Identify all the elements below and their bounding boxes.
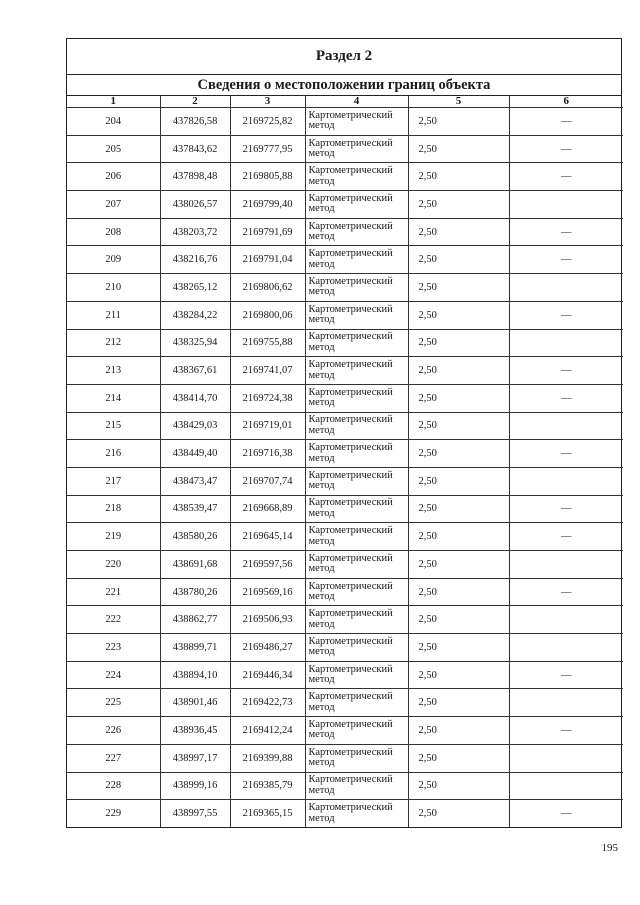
column-header: 1 [67,96,160,108]
table-row [67,744,623,772]
x-coordinate-cell: 438026,57 [160,191,230,219]
table-row [67,467,623,495]
table-row [67,191,623,219]
page-number: 195 [601,842,618,854]
accuracy-cell: 2,50 [408,634,509,662]
description-cell: — [509,135,623,163]
table-row [67,412,623,440]
method-cell: Картометрический метод [305,246,408,274]
document-sheet [66,38,622,828]
accuracy-cell: 2,50 [408,495,509,523]
column-header: 4 [305,96,408,108]
table-row [67,274,623,302]
table-row [67,689,623,717]
point-number-cell: 211 [67,301,160,329]
description-cell: — [509,246,623,274]
y-coordinate-cell: 2169385,79 [230,772,305,800]
y-coordinate-cell: 2169569,16 [230,578,305,606]
point-number-cell: 223 [67,634,160,662]
y-coordinate-cell: 2169725,82 [230,108,305,136]
accuracy-cell: 2,50 [408,717,509,745]
y-coordinate-cell: 2169486,27 [230,634,305,662]
table-row [67,108,623,136]
y-coordinate-cell: 2169399,88 [230,744,305,772]
description-cell [509,772,623,800]
description-cell [509,744,623,772]
accuracy-cell: 2,50 [408,108,509,136]
x-coordinate-cell: 438780,26 [160,578,230,606]
method-cell: Картометрический метод [305,772,408,800]
accuracy-cell: 2,50 [408,772,509,800]
y-coordinate-cell: 2169724,38 [230,384,305,412]
point-number-cell: 208 [67,218,160,246]
description-cell [509,689,623,717]
y-coordinate-cell: 2169707,74 [230,467,305,495]
point-number-cell: 206 [67,163,160,191]
x-coordinate-cell: 437826,58 [160,108,230,136]
description-cell [509,467,623,495]
method-cell: Картометрический метод [305,661,408,689]
accuracy-cell: 2,50 [408,274,509,302]
y-coordinate-cell: 2169719,01 [230,412,305,440]
method-cell: Картометрический метод [305,495,408,523]
point-number-cell: 228 [67,772,160,800]
accuracy-cell: 2,50 [408,689,509,717]
method-cell: Картометрический метод [305,108,408,136]
method-cell: Картометрический метод [305,384,408,412]
x-coordinate-cell: 438997,55 [160,800,230,827]
description-cell [509,412,623,440]
x-coordinate-cell: 437898,48 [160,163,230,191]
boundary-points-table [67,96,623,827]
y-coordinate-cell: 2169791,04 [230,246,305,274]
method-cell: Картометрический метод [305,163,408,191]
description-cell: — [509,440,623,468]
x-coordinate-cell: 438899,71 [160,634,230,662]
accuracy-cell: 2,50 [408,606,509,634]
description-cell: — [509,301,623,329]
point-number-cell: 219 [67,523,160,551]
y-coordinate-cell: 2169506,93 [230,606,305,634]
column-header: 2 [160,96,230,108]
point-number-cell: 224 [67,661,160,689]
point-number-cell: 209 [67,246,160,274]
table-row [67,606,623,634]
x-coordinate-cell: 437843,62 [160,135,230,163]
y-coordinate-cell: 2169777,95 [230,135,305,163]
x-coordinate-cell: 438539,47 [160,495,230,523]
y-coordinate-cell: 2169805,88 [230,163,305,191]
y-coordinate-cell: 2169800,06 [230,301,305,329]
accuracy-cell: 2,50 [408,800,509,827]
table-row [67,329,623,357]
table-row [67,135,623,163]
x-coordinate-cell: 438414,70 [160,384,230,412]
method-cell: Картометрический метод [305,523,408,551]
description-cell: — [509,357,623,385]
table-row [67,384,623,412]
y-coordinate-cell: 2169741,07 [230,357,305,385]
accuracy-cell: 2,50 [408,578,509,606]
point-number-cell: 220 [67,551,160,579]
description-cell: — [509,800,623,827]
table-row [67,440,623,468]
method-cell: Картометрический метод [305,440,408,468]
section-subtitle: Сведения о местоположении границ объекта [67,75,621,96]
y-coordinate-cell: 2169446,34 [230,661,305,689]
table-row [67,634,623,662]
method-cell: Картометрический метод [305,412,408,440]
x-coordinate-cell: 438449,40 [160,440,230,468]
description-cell: — [509,163,623,191]
description-cell [509,274,623,302]
point-number-cell: 222 [67,606,160,634]
column-header: 6 [509,96,623,108]
method-cell: Картометрический метод [305,578,408,606]
table-row [67,357,623,385]
method-cell: Картометрический метод [305,135,408,163]
table-row [67,578,623,606]
accuracy-cell: 2,50 [408,467,509,495]
x-coordinate-cell: 438473,47 [160,467,230,495]
accuracy-cell: 2,50 [408,523,509,551]
x-coordinate-cell: 438265,12 [160,274,230,302]
method-cell: Картометрический метод [305,634,408,662]
description-cell: — [509,717,623,745]
y-coordinate-cell: 2169716,38 [230,440,305,468]
method-cell: Картометрический метод [305,357,408,385]
table-row [67,163,623,191]
y-coordinate-cell: 2169412,24 [230,717,305,745]
description-cell: — [509,578,623,606]
method-cell: Картометрический метод [305,551,408,579]
description-cell: — [509,495,623,523]
x-coordinate-cell: 438936,45 [160,717,230,745]
method-cell: Картометрический метод [305,606,408,634]
description-cell: — [509,218,623,246]
table-row [67,800,623,827]
y-coordinate-cell: 2169668,89 [230,495,305,523]
y-coordinate-cell: 2169597,56 [230,551,305,579]
description-cell [509,606,623,634]
x-coordinate-cell: 438997,17 [160,744,230,772]
point-number-cell: 221 [67,578,160,606]
table-row [67,218,623,246]
x-coordinate-cell: 438216,76 [160,246,230,274]
description-cell [509,551,623,579]
x-coordinate-cell: 438325,94 [160,329,230,357]
accuracy-cell: 2,50 [408,744,509,772]
point-number-cell: 217 [67,467,160,495]
table-row [67,772,623,800]
y-coordinate-cell: 2169806,62 [230,274,305,302]
accuracy-cell: 2,50 [408,301,509,329]
point-number-cell: 215 [67,412,160,440]
x-coordinate-cell: 438901,46 [160,689,230,717]
description-cell: — [509,384,623,412]
y-coordinate-cell: 2169755,88 [230,329,305,357]
point-number-cell: 205 [67,135,160,163]
y-coordinate-cell: 2169422,73 [230,689,305,717]
accuracy-cell: 2,50 [408,661,509,689]
point-number-cell: 226 [67,717,160,745]
accuracy-cell: 2,50 [408,191,509,219]
method-cell: Картометрический метод [305,218,408,246]
point-number-cell: 214 [67,384,160,412]
table-row [67,551,623,579]
method-cell: Картометрический метод [305,329,408,357]
accuracy-cell: 2,50 [408,412,509,440]
point-number-cell: 213 [67,357,160,385]
point-number-cell: 229 [67,800,160,827]
accuracy-cell: 2,50 [408,357,509,385]
column-number-row [67,96,623,108]
x-coordinate-cell: 438999,16 [160,772,230,800]
x-coordinate-cell: 438203,72 [160,218,230,246]
point-number-cell: 216 [67,440,160,468]
method-cell: Картометрический метод [305,717,408,745]
method-cell: Картометрический метод [305,274,408,302]
table-row [67,523,623,551]
point-number-cell: 212 [67,329,160,357]
point-number-cell: 210 [67,274,160,302]
description-cell [509,634,623,662]
method-cell: Картометрический метод [305,467,408,495]
accuracy-cell: 2,50 [408,384,509,412]
point-number-cell: 227 [67,744,160,772]
accuracy-cell: 2,50 [408,329,509,357]
point-number-cell: 207 [67,191,160,219]
description-cell [509,191,623,219]
description-cell: — [509,523,623,551]
table-body [67,108,623,827]
accuracy-cell: 2,50 [408,246,509,274]
column-header: 3 [230,96,305,108]
x-coordinate-cell: 438894,10 [160,661,230,689]
accuracy-cell: 2,50 [408,163,509,191]
section-title: Раздел 2 [67,39,621,75]
table-row [67,717,623,745]
y-coordinate-cell: 2169799,40 [230,191,305,219]
x-coordinate-cell: 438284,22 [160,301,230,329]
x-coordinate-cell: 438691,68 [160,551,230,579]
table-row [67,246,623,274]
x-coordinate-cell: 438367,61 [160,357,230,385]
method-cell: Картометрический метод [305,301,408,329]
table-row [67,301,623,329]
point-number-cell: 204 [67,108,160,136]
method-cell: Картометрический метод [305,191,408,219]
x-coordinate-cell: 438580,26 [160,523,230,551]
y-coordinate-cell: 2169365,15 [230,800,305,827]
y-coordinate-cell: 2169645,14 [230,523,305,551]
x-coordinate-cell: 438862,77 [160,606,230,634]
accuracy-cell: 2,50 [408,551,509,579]
accuracy-cell: 2,50 [408,135,509,163]
method-cell: Картометрический метод [305,800,408,827]
description-cell [509,329,623,357]
column-header: 5 [408,96,509,108]
accuracy-cell: 2,50 [408,440,509,468]
accuracy-cell: 2,50 [408,218,509,246]
y-coordinate-cell: 2169791,69 [230,218,305,246]
point-number-cell: 218 [67,495,160,523]
method-cell: Картометрический метод [305,744,408,772]
table-row [67,495,623,523]
point-number-cell: 225 [67,689,160,717]
x-coordinate-cell: 438429,03 [160,412,230,440]
method-cell: Картометрический метод [305,689,408,717]
description-cell: — [509,661,623,689]
description-cell: — [509,108,623,136]
table-row [67,661,623,689]
